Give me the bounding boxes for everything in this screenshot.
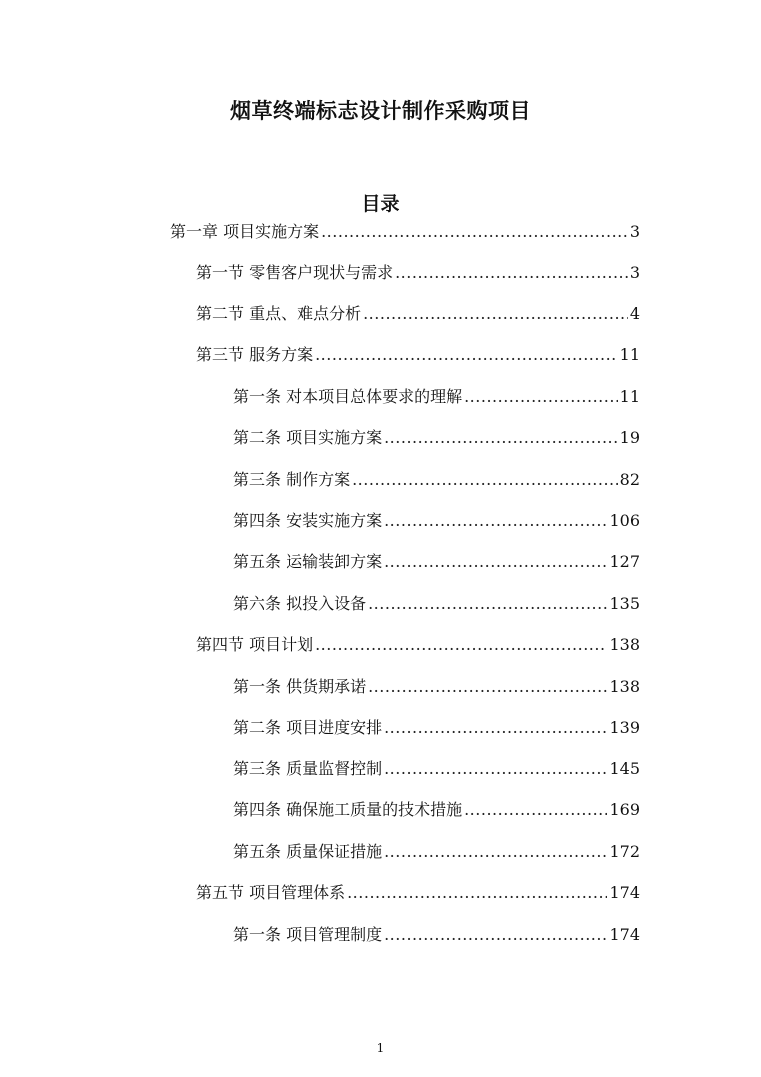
toc-entry-page: 139 bbox=[609, 718, 640, 737]
toc-leader bbox=[395, 259, 628, 287]
toc-leader bbox=[384, 921, 607, 949]
toc-leader bbox=[384, 424, 618, 452]
toc-entry-page: 11 bbox=[619, 387, 640, 406]
toc-entry-page: 106 bbox=[609, 511, 640, 530]
toc-leader bbox=[352, 466, 618, 494]
toc-entry-label: 第三节 服务方案 bbox=[196, 345, 314, 364]
toc-entry[interactable] bbox=[233, 507, 640, 535]
toc-entry-label: 第四节 项目计划 bbox=[196, 635, 314, 654]
toc-entry-label: 第六条 拟投入设备 bbox=[233, 594, 367, 613]
toc-entry-page: 169 bbox=[609, 800, 640, 819]
toc-leader bbox=[464, 383, 618, 411]
toc-leader bbox=[384, 714, 607, 742]
toc-entry[interactable] bbox=[196, 631, 640, 659]
toc-entry-page: 3 bbox=[629, 263, 640, 282]
toc-entry-label: 第二条 项目进度安排 bbox=[233, 718, 383, 737]
toc-entry[interactable] bbox=[196, 341, 640, 369]
toc-entry-page: 138 bbox=[609, 635, 640, 654]
toc-entry[interactable] bbox=[233, 796, 640, 824]
toc-entry[interactable] bbox=[233, 921, 640, 949]
toc-entry-label: 第三条 制作方案 bbox=[233, 470, 351, 489]
toc-leader bbox=[384, 548, 607, 576]
toc-leader bbox=[315, 631, 607, 659]
toc-entry-page: 3 bbox=[629, 222, 640, 241]
toc-entry-label: 第五节 项目管理体系 bbox=[196, 883, 346, 902]
toc-entry[interactable] bbox=[233, 714, 640, 742]
toc-leader bbox=[384, 838, 607, 866]
toc-entry-label: 第二节 重点、难点分析 bbox=[196, 304, 362, 323]
toc-entry[interactable] bbox=[196, 259, 640, 287]
toc-leader bbox=[464, 796, 607, 824]
toc-entry-label: 第五条 质量保证措施 bbox=[233, 842, 383, 861]
toc-entry[interactable] bbox=[233, 466, 640, 494]
toc-entry[interactable] bbox=[196, 300, 640, 328]
toc-leader bbox=[368, 590, 607, 618]
toc-entry-label: 第一条 对本项目总体要求的理解 bbox=[233, 387, 463, 406]
toc-leader bbox=[321, 218, 628, 246]
toc-leader bbox=[363, 300, 628, 328]
toc-entry[interactable] bbox=[170, 218, 640, 246]
toc-heading: 目录 bbox=[361, 193, 400, 215]
toc-entry-label: 第一条 项目管理制度 bbox=[233, 925, 383, 944]
toc-entry-page: 135 bbox=[609, 594, 640, 613]
page-number: 1 bbox=[376, 1041, 385, 1055]
toc-entry-label: 第三条 质量监督控制 bbox=[233, 759, 383, 778]
toc-entry-page: 174 bbox=[609, 925, 640, 944]
toc-entry-label: 第五条 运输装卸方案 bbox=[233, 552, 383, 571]
toc-entry-page: 138 bbox=[609, 677, 640, 696]
document-title: 烟草终端标志设计制作采购项目 bbox=[230, 99, 531, 123]
toc-entry-page: 4 bbox=[629, 304, 640, 323]
toc-entry-label: 第一章 项目实施方案 bbox=[170, 222, 320, 241]
toc-entry[interactable] bbox=[233, 590, 640, 618]
toc-leader bbox=[347, 879, 607, 907]
toc-entry[interactable] bbox=[233, 383, 640, 411]
toc-leader bbox=[384, 507, 607, 535]
toc-entry[interactable] bbox=[196, 879, 640, 907]
toc-entry-page: 11 bbox=[619, 345, 640, 364]
toc-entry-label: 第一条 供货期承诺 bbox=[233, 677, 367, 696]
toc-entry[interactable] bbox=[233, 673, 640, 701]
toc-leader bbox=[368, 673, 607, 701]
toc-entry-label: 第一节 零售客户现状与需求 bbox=[196, 263, 394, 282]
toc-entry-page: 19 bbox=[619, 428, 640, 447]
toc-leader bbox=[315, 341, 618, 369]
toc-entry-page: 145 bbox=[609, 759, 640, 778]
toc-entry-page: 82 bbox=[619, 470, 640, 489]
toc-entry-page: 172 bbox=[609, 842, 640, 861]
toc-entry-label: 第四条 安装实施方案 bbox=[233, 511, 383, 530]
toc-entry[interactable] bbox=[233, 548, 640, 576]
toc-leader bbox=[384, 755, 607, 783]
toc-entry-page: 174 bbox=[609, 883, 640, 902]
toc-entry[interactable] bbox=[233, 838, 640, 866]
toc-entry-label: 第四条 确保施工质量的技术措施 bbox=[233, 800, 463, 819]
toc-entry-page: 127 bbox=[609, 552, 640, 571]
toc-entry-label: 第二条 项目实施方案 bbox=[233, 428, 383, 447]
toc-entry[interactable] bbox=[233, 755, 640, 783]
toc-entry[interactable] bbox=[233, 424, 640, 452]
